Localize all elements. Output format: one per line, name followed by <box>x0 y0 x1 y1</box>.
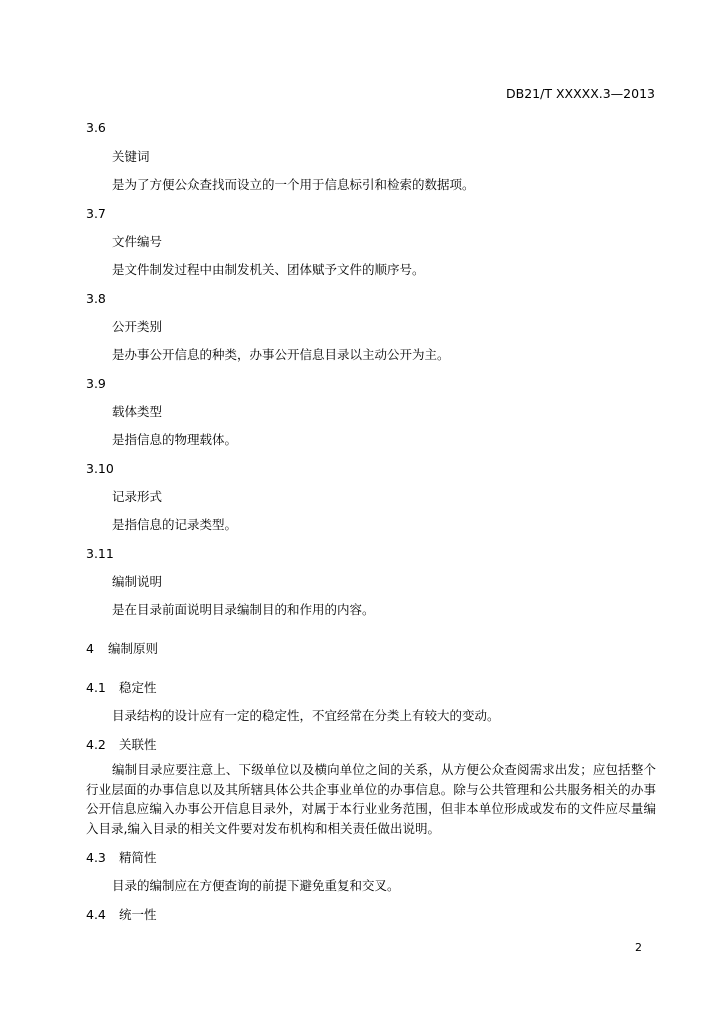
term-number: 3.11 <box>86 546 114 561</box>
term-definition: 是指信息的物理载体。 <box>112 432 238 447</box>
chapter-heading <box>86 640 158 658</box>
term-definition: 是指信息的记录类型。 <box>112 517 238 532</box>
term-number: 3.9 <box>86 376 106 391</box>
section-title: 统一性 <box>119 907 157 922</box>
term-definition: 是为了方便公众查找而设立的一个用于信息标引和检索的数据项。 <box>112 177 475 192</box>
section-heading <box>86 679 157 697</box>
term-definition: 是文件制发过程中由制发机关、团体赋予文件的顺序号。 <box>112 262 425 277</box>
term-number: 3.6 <box>86 120 106 135</box>
term-definition: 是在目录前面说明目录编制目的和作用的内容。 <box>112 602 375 617</box>
term-name: 编制说明 <box>112 574 163 589</box>
term-definition: 是办事公开信息的种类，办事公开信息目录以主动公开为主。 <box>112 347 450 362</box>
section-title: 精简性 <box>119 850 157 865</box>
term-number: 3.7 <box>86 206 106 221</box>
section-body: 目录的编制应在方便查询的前提下避免重复和交叉。 <box>112 878 400 893</box>
term-number: 3.8 <box>86 291 106 306</box>
chapter-title: 编制原则 <box>108 641 159 656</box>
section-number: 4.1 <box>86 680 106 695</box>
chapter-number: 4 <box>86 641 94 656</box>
section-number: 4.3 <box>86 850 106 865</box>
section-body: 目录结构的设计应有一定的稳定性，不宜经常在分类上有较大的变动。 <box>112 708 500 723</box>
section-body: 编制目录应要注意上、下级单位以及横向单位之间的关系，从方便公众查阅需求出发；应包括整个行业层面的办事信息以及其所辖具体公共企事业单位的办事信息。除与公共管理和公共服务相关的办事公开信息应编入办事公开信息目录外，对属于本行业业务范围，但非本单位形成或发布的文件应尽量编入目录,编入目录的相关文件要对发布机构和相关责任做出说明。 <box>86 762 656 836</box>
term-number: 3.10 <box>86 461 114 476</box>
term-name: 公开类别 <box>112 319 163 334</box>
term-name: 关键词 <box>112 149 150 164</box>
section-number: 4.4 <box>86 907 106 922</box>
section-number: 4.2 <box>86 737 106 752</box>
term-name: 载体类型 <box>112 404 163 419</box>
term-name: 记录形式 <box>112 489 163 504</box>
document-code-header: DB21/T XXXXX.3—2013 <box>506 86 655 101</box>
section-title: 关联性 <box>119 737 157 752</box>
section-heading <box>86 849 157 867</box>
page-number: 2 <box>635 941 642 954</box>
term-name: 文件编号 <box>112 234 163 249</box>
section-heading <box>86 736 157 754</box>
section-heading <box>86 906 157 924</box>
section-title: 稳定性 <box>119 680 157 695</box>
